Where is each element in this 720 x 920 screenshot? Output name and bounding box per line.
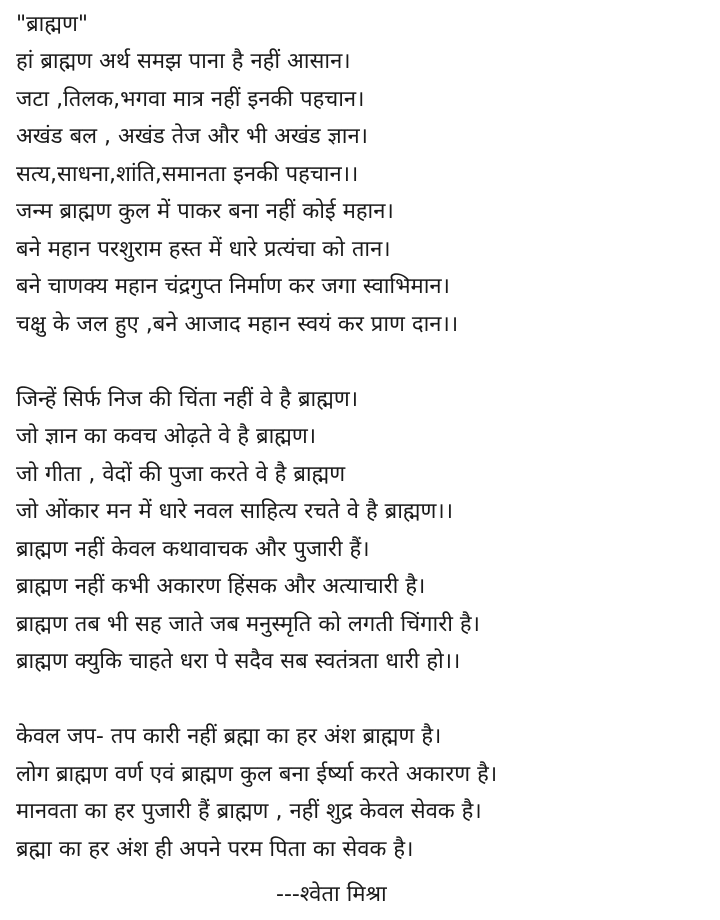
poem-line: जटा ,तिलक,भगवा मात्र नहीं इनकी पहचान। xyxy=(16,86,365,112)
stanza-1 xyxy=(16,43,716,343)
poem-line: चक्षु के जल हुए ,बने आजाद महान स्वयं कर प्राण दान।। xyxy=(16,311,459,337)
poem-line: जन्म ब्राह्मण कुल में पाकर बना नहीं कोई महान। xyxy=(16,199,394,224)
poem-line: लोग ब्राह्मण वर्ण एवं ब्राह्मण कुल बना ईर्ष्या करते अकारण है। xyxy=(16,761,498,787)
poem-line: बने महान परशुराम हस्त में धारे प्रत्यंचा को तान। xyxy=(16,236,391,262)
stanza-3 xyxy=(16,718,716,868)
poem-line: ब्राह्मण नहीं कभी अकारण हिंसक और अत्याचारी है। xyxy=(16,574,426,599)
poem-author: ---श्वेता मिश्रा xyxy=(276,882,387,907)
poem-line: जो ओंकार मन में धारे नवल साहित्य रचते वे है ब्राह्मण।। xyxy=(16,499,454,524)
poem-line: जिन्हें सिर्फ निज की चिंता नहीं वे है ब्राह्मण। xyxy=(16,386,359,412)
poem-line: ब्रह्मा का हर अंश ही अपने परम पिता का सेवक है। xyxy=(16,836,414,862)
poem-line: केवल जप- तप कारी नहीं ब्रह्मा का हर अंश ब्राह्मण है। xyxy=(16,724,442,749)
poem-line: मानवता का हर पुजारी हैं ब्राह्मण , नहीं शुद्र केवल सेवक है। xyxy=(16,799,482,824)
poem-line: बने चाणक्य महान चंद्रगुप्त निर्माण कर जगा स्वाभिमान। xyxy=(16,274,450,299)
poem-line: ब्राह्मण तब भी सह जाते जब मनुस्मृति को लगती चिंगारी है। xyxy=(16,611,480,637)
poem-line: अखंड बल , अखंड तेज और भी अखंड ज्ञान। xyxy=(16,124,369,149)
stanza-gap xyxy=(16,343,716,381)
poem-line: जो ज्ञान का कवच ओढ़ते वे है ब्राह्मण। xyxy=(16,424,317,449)
poem-line: ब्राह्मण नहीं केवल कथावाचक और पुजारी हैं। xyxy=(16,536,370,562)
poem xyxy=(16,6,716,868)
poem-line: सत्य,साधना,शांति,समानता इनकी पहचान।। xyxy=(16,161,359,187)
poem-line: हां ब्राह्मण अर्थ समझ पाना है नहीं आसान। xyxy=(16,49,351,74)
stanza-2 xyxy=(16,381,716,681)
poem-line: जो गीता , वेदों की पुजा करते वे है ब्राह्मण xyxy=(16,461,346,487)
stanza-gap xyxy=(16,681,716,719)
poem-line: ब्राह्मण क्युकि चाहते धरा पे सदैव सब स्वतंत्रता धारी हो।। xyxy=(16,649,461,674)
poem-title: "ब्राह्मण" xyxy=(16,12,89,37)
